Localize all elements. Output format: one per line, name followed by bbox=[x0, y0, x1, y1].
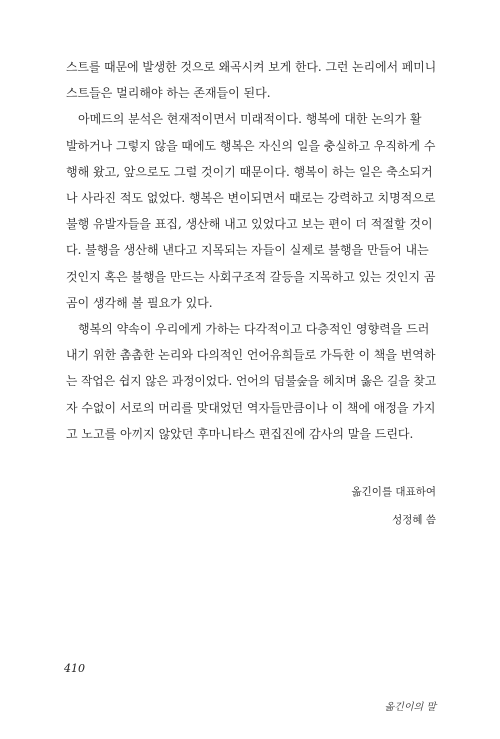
text-line: 자 수없이 서로의 머리를 맞대었던 역자들만큼이나 이 책에 애정을 가지 bbox=[66, 400, 436, 415]
text-line: 불행 유발자들을 표집, 생산해 내고 있었다고 보는 편이 더 적절할 것이 bbox=[66, 217, 433, 232]
signature-org: 옮긴이를 대표하여 bbox=[351, 486, 436, 498]
text-line: 스트를 때문에 발생한 것으로 왜곡시켜 보게 한다. 그런 논리에서 페미니 bbox=[66, 60, 437, 74]
paragraph-start-line: 아메드의 분석은 현재적이면서 미래적이다. 행복에 대한 논의가 활 bbox=[78, 112, 422, 127]
text-line: 는 작업은 쉽지 않은 과정이었다. 언어의 덤불숲을 헤치며 옳은 길을 찾고 bbox=[66, 374, 437, 389]
text-line: 스트들은 멀리해야 하는 존재들이 된다. bbox=[66, 86, 271, 101]
text-line: 다. 불행을 생산해 낸다고 지목되는 자들이 실제로 불행을 만들어 내는 bbox=[66, 243, 429, 258]
page-number: 410 bbox=[64, 662, 85, 675]
running-footer-title: 옮긴이의 말 bbox=[384, 702, 436, 713]
paragraph-start-line: 행복의 약속이 우리에게 가하는 다각적이고 다층적인 영향력을 드러 bbox=[78, 322, 430, 337]
text-line: 발하거나 그렇지 않을 때에도 행복은 자신의 일을 충실하고 우직하게 수 bbox=[66, 138, 436, 153]
text-line: 나 사라진 적도 없었다. 행복은 변이되면서 때로는 강력하고 치명적으로 bbox=[66, 191, 436, 206]
text-line: 것인지 혹은 불행을 만드는 사회구조적 갈등을 지목하고 있는 것인지 곰 bbox=[66, 269, 436, 284]
text-line: 곰이 생각해 볼 필요가 있다. bbox=[66, 295, 213, 310]
signature-name: 성정혜 씀 bbox=[392, 514, 436, 526]
text-line: 고 노고를 아끼지 않았던 후마니타스 편집진에 감사의 말을 드린다. bbox=[66, 426, 414, 441]
body-text bbox=[66, 54, 436, 447]
text-line: 행해 왔고, 앞으로도 그럴 것이기 때문이다. 행복이 하는 일은 축소되거 bbox=[66, 164, 433, 179]
text-line: 내기 위한 촘촘한 논리와 다의적인 언어유희들로 가득한 이 책을 번역하 bbox=[66, 348, 436, 363]
